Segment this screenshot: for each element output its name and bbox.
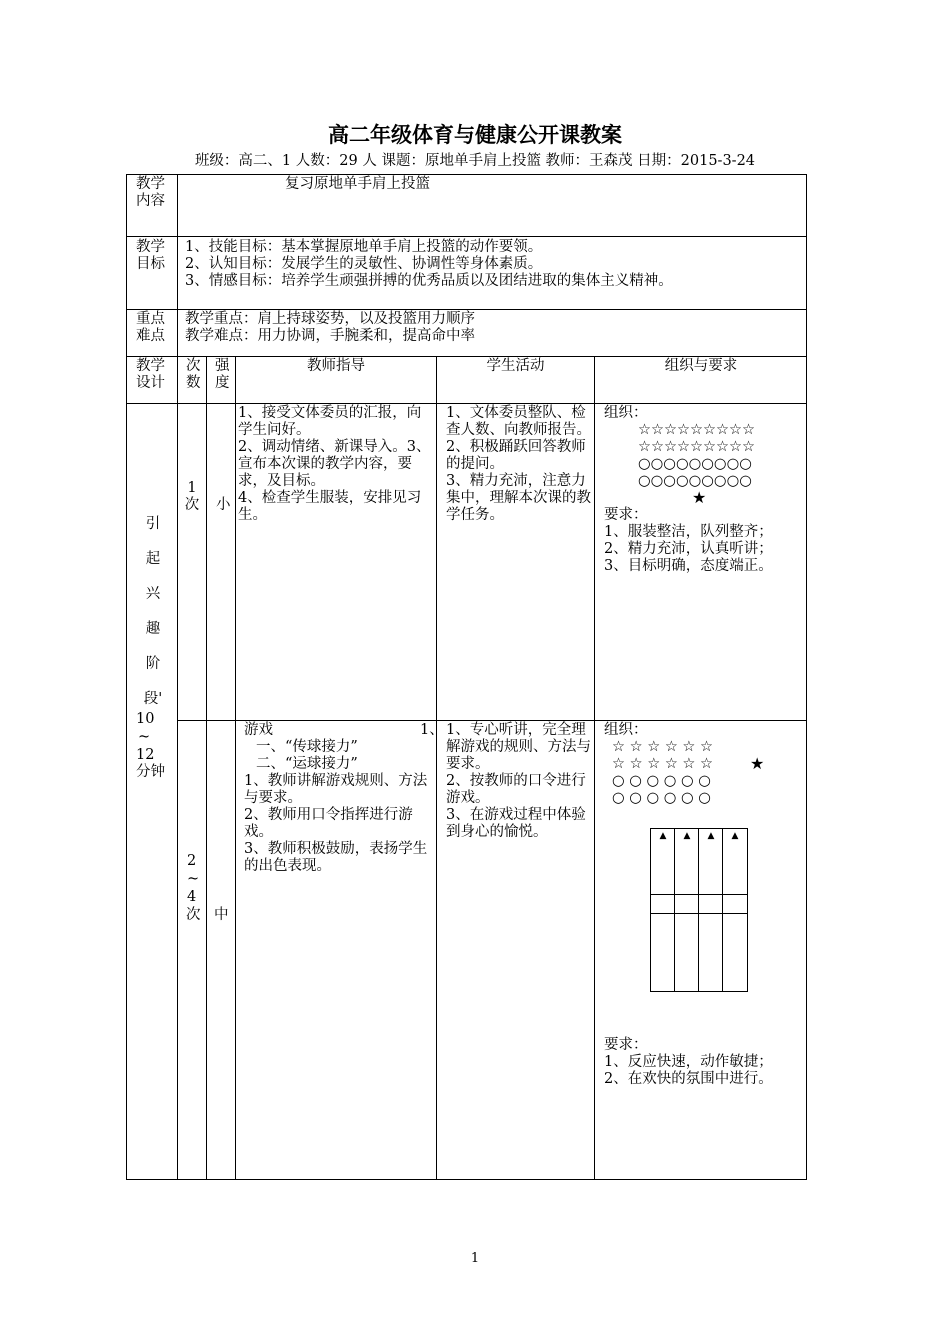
section2-teacher-title: 游戏 (244, 722, 273, 738)
row-divider-section1 (126, 403, 807, 404)
formation-row-stars: ☆ ☆ ☆ ☆ ☆ ☆ (612, 739, 714, 755)
cone-icon: ▲ (683, 831, 691, 841)
section1-times: 1 次 (184, 480, 200, 513)
row-divider-section2 (177, 720, 807, 721)
section2-times-tilde: ~ (187, 871, 200, 887)
lane-line (698, 829, 699, 991)
header-student: 学生活动 (486, 358, 545, 374)
col-divider-teacher (436, 356, 437, 1180)
relay-lanes-diagram (650, 828, 748, 992)
game-item: 二、“运球接力” (256, 756, 358, 772)
stage-time-end: 12 (136, 747, 155, 763)
stage-char: 引 (145, 516, 161, 532)
col-divider-intensity (235, 356, 236, 1180)
section2-intensity: 中 (214, 907, 229, 923)
section1-teacher: 1、接受文体委员的汇报，向学生问好。 2、调动情绪、新课导入。3、宣布本次课的教学内容，要求，及目标。 4、检查学生服装，安排见习生。 (238, 405, 431, 523)
header-intensity: 强 度 (215, 358, 230, 391)
objective-item: 1、技能目标：基本掌握原地单手肩上投篮的动作要领。 (185, 239, 543, 255)
objectives-label: 教学 目标 (136, 239, 165, 272)
stage-char: 兴 (145, 586, 161, 602)
teacher-star-icon: ★ (750, 754, 765, 773)
keypoint-item: 教学重点：肩上持球姿势，以及投篮用力顺序 (185, 311, 475, 327)
stage-time-unit: 分钟 (136, 764, 165, 780)
keypoint-item: 教学难点：用力协调，手腕柔和，提高命中率 (185, 328, 475, 344)
section2-req-label: 要求： (604, 1037, 648, 1053)
section2-requirement: 2、在欢快的氛围中进行。 (604, 1071, 773, 1087)
stage-char: 趣 (145, 621, 161, 637)
row-divider-keypoints (126, 309, 807, 310)
section1-org-label: 组织： (604, 405, 648, 421)
stage-time-tilde: ~ (138, 729, 151, 745)
objective-item: 3、情感目标：培养学生顽强拼搏的优秀品质以及团结进取的集体主义精神。 (185, 273, 673, 289)
section1-student: 1、文体委员整队、检查人数、向教师报告。 2、积极踊跃回答教师的提问。 3、精力充沛，注意力集中，理解本次课的教学任务。 (446, 405, 591, 523)
header-organization: 组织与要求 (664, 358, 738, 374)
lane-line (722, 829, 723, 991)
header-design: 教学 设计 (136, 358, 165, 391)
stage-char: 起 (145, 551, 161, 567)
content-label: 教学 内容 (136, 176, 165, 209)
stage-char: 段' (143, 691, 163, 707)
section1-intensity: 小 (216, 497, 231, 513)
page-number: 1 (470, 1251, 480, 1266)
formation-row-stars: ☆☆☆☆☆☆☆☆☆ (638, 439, 755, 455)
section2-teacher: 1、教师讲解游戏规则、方法与要求。 2、教师用口令指挥进行游戏。 3、教师积极鼓励，表扬学生的出色表现。 (244, 773, 428, 874)
formation-row-circles: ○ ○ ○ ○ ○ ○ (612, 773, 711, 789)
cone-icon: ▲ (659, 831, 667, 841)
formation-row-stars: ☆☆☆☆☆☆☆☆☆ (638, 422, 755, 438)
section2-requirement: 1、反应快速，动作敏捷； (604, 1054, 773, 1070)
section1-requirement: 2、精力充沛，认真听讲； (604, 541, 773, 557)
header-teacher: 教师指导 (307, 358, 365, 374)
section2-teacher-number: 1、 (420, 722, 444, 738)
col-divider-student (594, 356, 595, 1180)
formation-row-circles: ○○○○○○○○○ (638, 473, 752, 489)
objective-item: 2、认知目标：发展学生的灵敏性、协调性等身体素质。 (185, 256, 543, 272)
teacher-star-icon: ★ (692, 488, 707, 507)
stage-char: 阶 (145, 656, 161, 672)
class-info-line: 班级：高二、1 人数：29 人 课题：原地单手肩上投篮 教师：王森茂 日期：2015-3-24 (194, 153, 756, 169)
cone-icon: ▲ (707, 831, 715, 841)
page-title: 高二年级体育与健康公开课教案 (328, 122, 622, 147)
game-item: 一、“传球接力” (256, 739, 358, 755)
cone-icon: ▲ (731, 831, 739, 841)
col-divider-times (206, 356, 207, 1180)
section1-requirement: 1、服装整洁，队列整齐； (604, 524, 773, 540)
section2-times-unit: 次 (186, 907, 201, 923)
stage-time-start: 10 (136, 711, 155, 727)
formation-row-stars: ☆ ☆ ☆ ☆ ☆ ☆ (612, 756, 714, 772)
formation-row-circles: ○○○○○○○○○ (638, 456, 752, 472)
col-divider-label (177, 174, 178, 1180)
lane-line (674, 829, 675, 991)
keypoints-label: 重点 难点 (136, 311, 165, 344)
section1-requirement: 3、目标明确，态度端正。 (604, 558, 773, 574)
section2-student: 1、专心听讲，完全理解游戏的规则、方法与要求。 2、按教师的口令进行游戏。 3、在游戏过程中体验到身心的愉悦。 (446, 722, 591, 840)
formation-row-circles: ○ ○ ○ ○ ○ ○ (612, 790, 711, 806)
section2-org-label: 组织： (604, 722, 648, 738)
relay-line (651, 913, 747, 914)
relay-line (651, 894, 747, 895)
row-divider-header (126, 356, 807, 357)
header-times: 次 数 (186, 358, 201, 391)
content-text: 复习原地单手肩上投篮 (285, 176, 430, 192)
row-divider-objectives (126, 236, 807, 237)
section1-req-label: 要求： (604, 507, 648, 523)
section2-times-end: 4 (187, 889, 197, 905)
section2-times-start: 2 (187, 853, 197, 869)
